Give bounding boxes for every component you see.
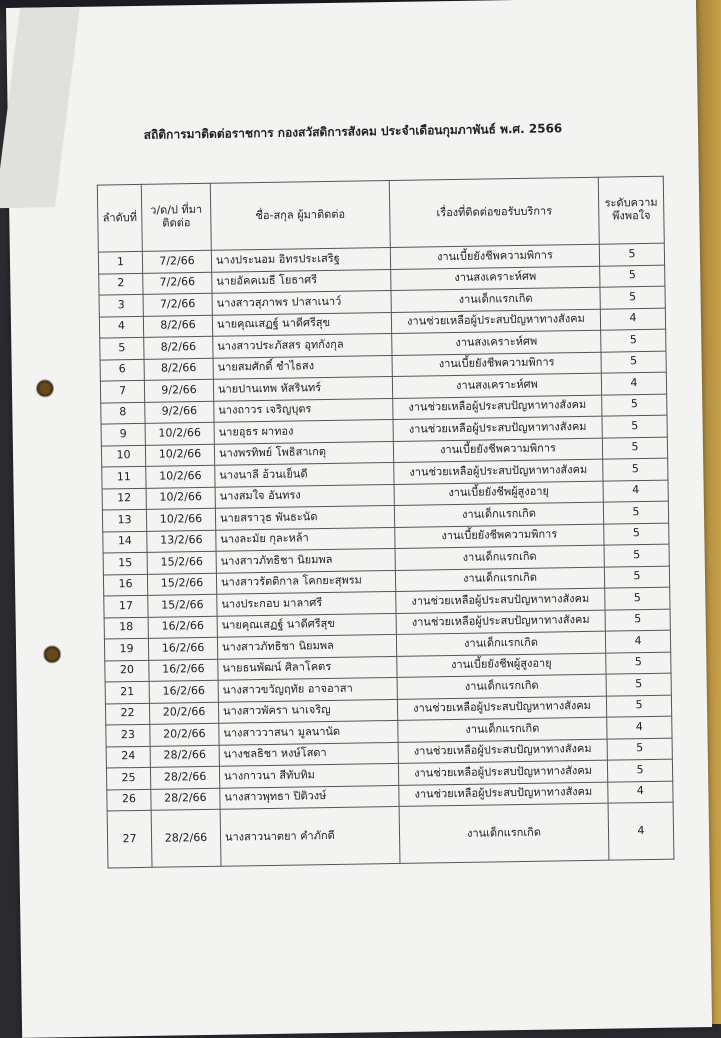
cell-name: นางสาวประภัสสร อุทกังกุล — [213, 333, 392, 357]
cell-satisfaction: 5 — [604, 544, 669, 567]
cell-no: 1 — [98, 251, 142, 273]
cell-name: นายอัคคเมธี โยธาศรี — [212, 269, 391, 293]
cell-no: 17 — [104, 595, 148, 617]
cell-name: นายคุณเสฏฐ์ นาดีศรีสุข — [217, 613, 396, 637]
document-page — [6, 0, 712, 1038]
cell-satisfaction: 4 — [600, 308, 665, 331]
cell-name: นางสาวรัตติกาล โคกยะสุพรม — [216, 570, 395, 594]
cell-name: นางประนอม อิทรประเสริฐ — [211, 247, 390, 271]
cell-date: 15/2/66 — [147, 573, 216, 596]
cell-service: งานเด็กแรกเกิด — [399, 803, 609, 863]
cell-name: นางถาวร เจริญบุตร — [214, 398, 393, 422]
cell-date: 13/2/66 — [147, 530, 216, 553]
cell-name: นายอุธร ผาทอง — [214, 419, 393, 443]
cell-satisfaction: 5 — [606, 695, 671, 718]
cell-no: 4 — [99, 316, 143, 338]
cell-no: 8 — [101, 402, 145, 424]
cell-no: 20 — [105, 660, 149, 682]
cell-service: งานช่วยเหลือผู้ประสบปัญหาทางสังคม — [398, 760, 607, 785]
cell-date: 16/2/66 — [148, 616, 217, 639]
cell-service: งานเบี้ยยังชีพความพิการ — [395, 524, 604, 549]
cell-service: งานช่วยเหลือผู้ประสบปัญหาทางสังคม — [394, 459, 603, 484]
table-row — [107, 802, 674, 868]
table-header — [97, 176, 664, 252]
cell-date: 9/2/66 — [145, 401, 214, 424]
cell-name: นางสาวภัทธิชา นิยมพล — [216, 548, 395, 572]
cell-service: งานช่วยเหลือผู้ประสบปัญหาทางสังคม — [393, 416, 602, 441]
cell-name: นางสาวนาตยา คำภักดี — [220, 806, 400, 866]
under-page-corner — [0, 7, 80, 208]
cell-no: 9 — [101, 423, 145, 445]
cell-satisfaction: 4 — [605, 630, 670, 653]
header-satisfaction: ระดับความพึงพอใจ — [598, 176, 664, 244]
cell-no: 6 — [100, 359, 144, 381]
cell-no: 14 — [103, 531, 147, 553]
cell-name: นางประกอบ มาลาศรี — [217, 591, 396, 615]
cell-name: นางสาวขวัญฤทัย อาจอาสา — [218, 677, 397, 701]
cell-date: 28/2/66 — [151, 809, 221, 867]
cell-date: 15/2/66 — [148, 594, 217, 617]
cell-satisfaction: 5 — [600, 265, 665, 288]
cell-date: 16/2/66 — [149, 680, 218, 703]
cell-service: งานเบี้ยยังชีพผู้สูงอายุ — [394, 481, 603, 506]
cell-no: 2 — [99, 273, 143, 295]
cell-no: 16 — [103, 574, 147, 596]
cell-date: 7/2/66 — [143, 293, 212, 316]
cell-name: นายคุณเสฏฐ์ นาดีศรีสุข — [212, 312, 391, 336]
cell-satisfaction: 4 — [603, 480, 668, 503]
document-title: สถิติการมาติดต่อราชการ กองสวัสดิการสังคม ประจำเดือนกุมภาพันธ์ พ.ศ. 2566 — [143, 121, 563, 142]
cell-date: 10/2/66 — [146, 508, 215, 531]
cell-satisfaction: 4 — [601, 372, 666, 395]
punch-hole-top — [36, 379, 54, 397]
cell-no: 3 — [99, 294, 143, 316]
cell-satisfaction: 4 — [607, 716, 672, 739]
cell-name: นางสาววาสนา มูลนานัด — [219, 720, 398, 744]
cell-satisfaction: 5 — [603, 458, 668, 481]
cell-satisfaction: 5 — [600, 286, 665, 309]
cell-service: งานสงเคราะห์ศพ — [392, 330, 601, 355]
cell-name: นางสาวพัครา นาเจริญ — [218, 699, 397, 723]
cell-satisfaction: 5 — [599, 243, 664, 266]
cell-service: งานช่วยเหลือผู้ประสบปัญหาทางสังคม — [391, 309, 600, 334]
cell-name: นายสราวุธ พันธะนัด — [215, 505, 394, 529]
cell-service: งานเบี้ยยังชีพผู้สูงอายุ — [397, 653, 606, 678]
cell-service: งานเด็กแรกเกิด — [395, 567, 604, 592]
header-name: ชื่อ-สกุล ผู้มาติดต่อ — [210, 181, 390, 251]
cell-service: งานเด็กแรกเกิด — [391, 287, 600, 312]
cell-satisfaction: 5 — [606, 673, 671, 696]
cell-satisfaction: 5 — [607, 738, 672, 761]
cell-service: งานเบี้ยยังชีพความพิการ — [393, 438, 602, 463]
cell-name: นางสาวสุภาพร ปาสาเนาว์ — [212, 290, 391, 314]
cell-no: 10 — [101, 445, 145, 467]
cell-no: 18 — [104, 617, 148, 639]
cell-date: 28/2/66 — [151, 788, 220, 811]
cell-date: 7/2/66 — [142, 250, 211, 273]
cell-date: 10/2/66 — [146, 465, 215, 488]
cell-satisfaction: 4 — [608, 802, 674, 860]
cell-satisfaction: 5 — [605, 587, 670, 610]
cell-satisfaction: 5 — [605, 609, 670, 632]
cell-satisfaction: 5 — [603, 501, 668, 524]
cell-name: นางละมัย กุละหล้า — [216, 527, 395, 551]
cell-date: 20/2/66 — [150, 723, 219, 746]
cell-date: 8/2/66 — [143, 315, 212, 338]
table-body — [98, 243, 674, 868]
cell-no: 15 — [103, 552, 147, 574]
cell-date: 28/2/66 — [150, 766, 219, 789]
cell-service: งานเด็กแรกเกิด — [396, 631, 605, 656]
cell-date: 16/2/66 — [149, 659, 218, 682]
cell-name: นางกาวนา สีทับทิม — [219, 763, 398, 787]
cell-date: 7/2/66 — [143, 272, 212, 295]
cell-no: 13 — [102, 509, 146, 531]
cell-service: งานช่วยเหลือผู้ประสบปัญหาทางสังคม — [397, 696, 606, 721]
cell-service: งานช่วยเหลือผู้ประสบปัญหาทางสังคม — [399, 782, 608, 807]
cell-satisfaction: 5 — [601, 329, 666, 352]
cell-date: 15/2/66 — [147, 551, 216, 574]
cell-name: นางสมใจ อันทรง — [215, 484, 394, 508]
cell-service: งานเด็กแรกเกิด — [398, 717, 607, 742]
cell-no: 24 — [106, 746, 150, 768]
cell-satisfaction: 5 — [604, 566, 669, 589]
cell-satisfaction: 5 — [602, 437, 667, 460]
cell-name: นางสาวภัทธิชา นิยมพล — [217, 634, 396, 658]
cell-satisfaction: 5 — [606, 652, 671, 675]
cell-date: 8/2/66 — [144, 358, 213, 381]
cell-date: 28/2/66 — [150, 745, 219, 768]
cell-date: 10/2/66 — [146, 487, 215, 510]
cell-date: 10/2/66 — [145, 444, 214, 467]
cell-name: นายปานเทพ หัสรินทร์ — [213, 376, 392, 400]
cell-no: 23 — [106, 724, 150, 746]
cell-service: งานเด็กแรกเกิด — [395, 545, 604, 570]
cell-name: นางพรทิพย์ โพธิสาเกตุ — [214, 441, 393, 465]
cell-name: นางสาวพุทธา ปิติวงษ์ — [220, 785, 399, 809]
cell-name: นางนาลี อ้วนเย็นดี — [215, 462, 394, 486]
cell-no: 21 — [105, 681, 149, 703]
cell-service: งานเด็กแรกเกิด — [394, 502, 603, 527]
cell-no: 22 — [105, 703, 149, 725]
statistics-table — [97, 176, 675, 869]
cell-service: งานสงเคราะห์ศพ — [392, 373, 601, 398]
punch-hole-bottom — [43, 645, 61, 663]
cell-no: 27 — [107, 810, 152, 868]
header-row — [97, 176, 664, 252]
cell-service: งานช่วยเหลือผู้ประสบปัญหาทางสังคม — [396, 610, 605, 635]
cell-name: นายธนพัฒน์ ศิลาโคตร — [218, 656, 397, 680]
header-service: เรื่องที่ติดต่อขอรับบริการ — [389, 177, 599, 247]
cell-service: งานช่วยเหลือผู้ประสบปัญหาทางสังคม — [398, 739, 607, 764]
cell-no: 25 — [106, 767, 150, 789]
cell-satisfaction: 5 — [604, 523, 669, 546]
cell-date: 16/2/66 — [148, 637, 217, 660]
cell-name: นางชลธิชา หงษ์โสดา — [219, 742, 398, 766]
header-date: ว/ด/ป ที่มาติดต่อ — [141, 183, 211, 251]
cell-date: 8/2/66 — [144, 336, 213, 359]
cell-date: 9/2/66 — [144, 379, 213, 402]
cell-service: งานช่วยเหลือผู้ประสบปัญหาทางสังคม — [396, 588, 605, 613]
cell-no: 5 — [100, 337, 144, 359]
cell-satisfaction: 5 — [601, 351, 666, 374]
cell-service: งานเด็กแรกเกิด — [397, 674, 606, 699]
cell-satisfaction: 5 — [602, 394, 667, 417]
cell-date: 20/2/66 — [149, 702, 218, 725]
cell-no: 26 — [107, 789, 151, 811]
cell-name: นายสมศักดิ์ ชำไธสง — [213, 355, 392, 379]
cell-no: 12 — [102, 488, 146, 510]
header-no: ลำดับที่ — [97, 184, 142, 252]
cell-no: 19 — [104, 638, 148, 660]
cell-service: งานเบี้ยยังชีพความพิการ — [392, 352, 601, 377]
cell-service: งานเบี้ยยังชีพความพิการ — [390, 244, 599, 269]
cell-date: 10/2/66 — [145, 422, 214, 445]
cell-satisfaction: 5 — [607, 759, 672, 782]
cell-service: งานช่วยเหลือผู้ประสบปัญหาทางสังคม — [393, 395, 602, 420]
cell-satisfaction: 4 — [608, 781, 673, 804]
cell-service: งานสงเคราะห์ศพ — [391, 266, 600, 291]
cell-no: 11 — [102, 466, 146, 488]
cell-no: 7 — [100, 380, 144, 402]
cell-satisfaction: 5 — [602, 415, 667, 438]
